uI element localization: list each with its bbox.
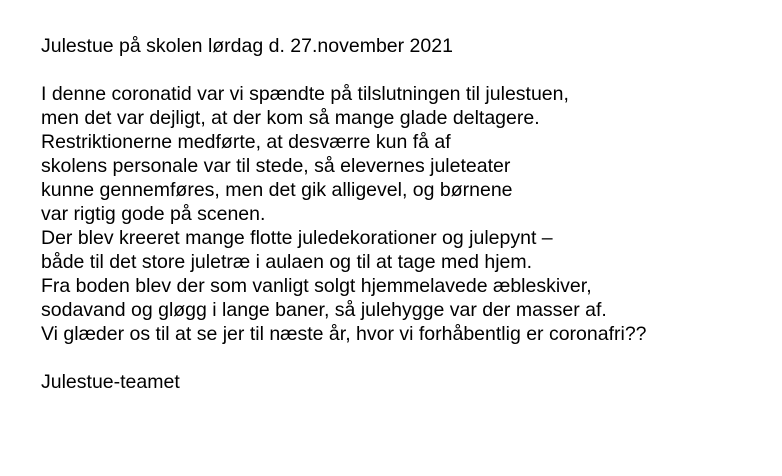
document-title: Julestue på skolen lørdag d. 27.november 2021 — [41, 35, 453, 57]
body-line: men det var dejligt, at der kom så mange glade deltagere. — [41, 107, 540, 129]
body-line: Restriktionerne medførte, at desværre kun få af — [41, 131, 451, 153]
body-line: Fra boden blev der som vanligt solgt hjemmelavede æbleskiver, — [41, 275, 592, 297]
body-line: Der blev kreeret mange flotte juledekorationer og julepynt – — [41, 227, 553, 249]
document-body — [41, 82, 771, 346]
body-line: Vi glæder os til at se jer til næste år, hvor vi forhåbentlig er coronafri?? — [41, 323, 647, 345]
body-line: var rigtig gode på scenen. — [41, 203, 266, 225]
body-line: kunne gennemføres, men det gik alligevel, og børnene — [41, 179, 513, 201]
document — [41, 34, 771, 394]
body-line: I denne coronatid var vi spændte på tilslutningen til julestuen, — [41, 83, 569, 105]
body-line: både til det store juletræ i aulaen og til at tage med hjem. — [41, 251, 533, 273]
document-signature: Julestue-teamet — [41, 371, 180, 393]
body-line: skolens personale var til stede, så elevernes juleteater — [41, 155, 511, 177]
body-line: sodavand og gløgg i lange baner, så julehygge var der masser af. — [41, 299, 607, 321]
